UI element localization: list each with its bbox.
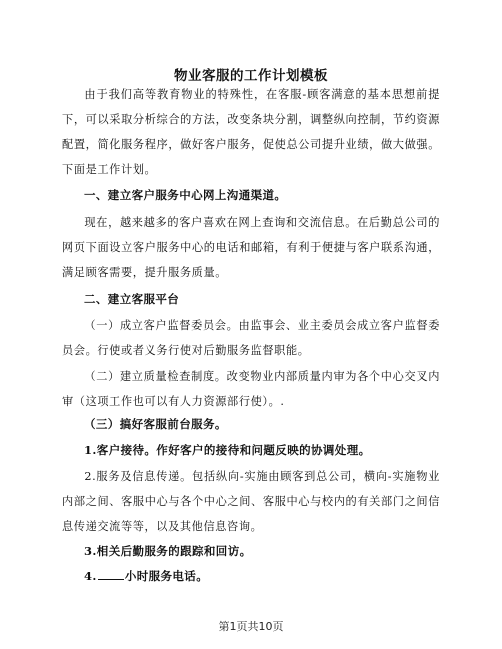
section2-item2: （二）建立质量检查制度。改变物业内部质量内审为各个中心交叉内审（这项工作也可以有人力资源部行使）。. — [62, 370, 440, 408]
section1-body: 现在，越来越多的客户喜欢在网上查询和交流信息。在后勤总公司的网页下面设立客户服务中心的电话和邮箱，有利于便捷与客户联系沟通，满足顾客需要，提升服务质量。 — [62, 216, 440, 279]
point3: 3.相关后勤服务的跟踪和回访。 — [84, 544, 252, 558]
section2-heading: 二、建立客服平台 — [84, 292, 180, 306]
point4 — [84, 566, 444, 586]
point4-blank — [98, 569, 124, 580]
section1-heading: 一、建立客户服务中心网上沟通渠道。 — [84, 188, 287, 202]
point4-suffix: 小时服务电话。 — [124, 569, 209, 583]
point1: 1.客户接待。作好客户的接待和问题反映的协调处理。 — [84, 443, 371, 457]
section2-item1: （一）成立客户监督委员会。由监事会、业主委员会成立客户监督委员会。行使或者义务行使对后勤服务监督职能。 — [62, 319, 440, 357]
document-title: 物业客服的工作计划模板 — [174, 68, 328, 84]
intro-paragraph: 由于我们高等教育物业的特殊性，在客服-顾客满意的基本思想前提下，可以采取分析综合的方法，改变条块分割，调整纵向控制，节约资源配置，简化服务程序，做好客户服务，促使总公司提升业绩，做大做强。下面是工作计划。 — [62, 88, 440, 176]
point2: 2.服务及信息传递。包括纵向-实施由顾客到总公司，横向-实施物业内部之间、客服中心与各个中心之间、客服中心与校内的有关部门之间信息传递交流等等，以及其他信息咨询。 — [62, 470, 440, 533]
point4-prefix: 4. — [84, 569, 97, 583]
section3-heading: （三）搞好客服前台服务。 — [84, 417, 227, 431]
page-number: 第1页共10页 — [218, 620, 284, 633]
